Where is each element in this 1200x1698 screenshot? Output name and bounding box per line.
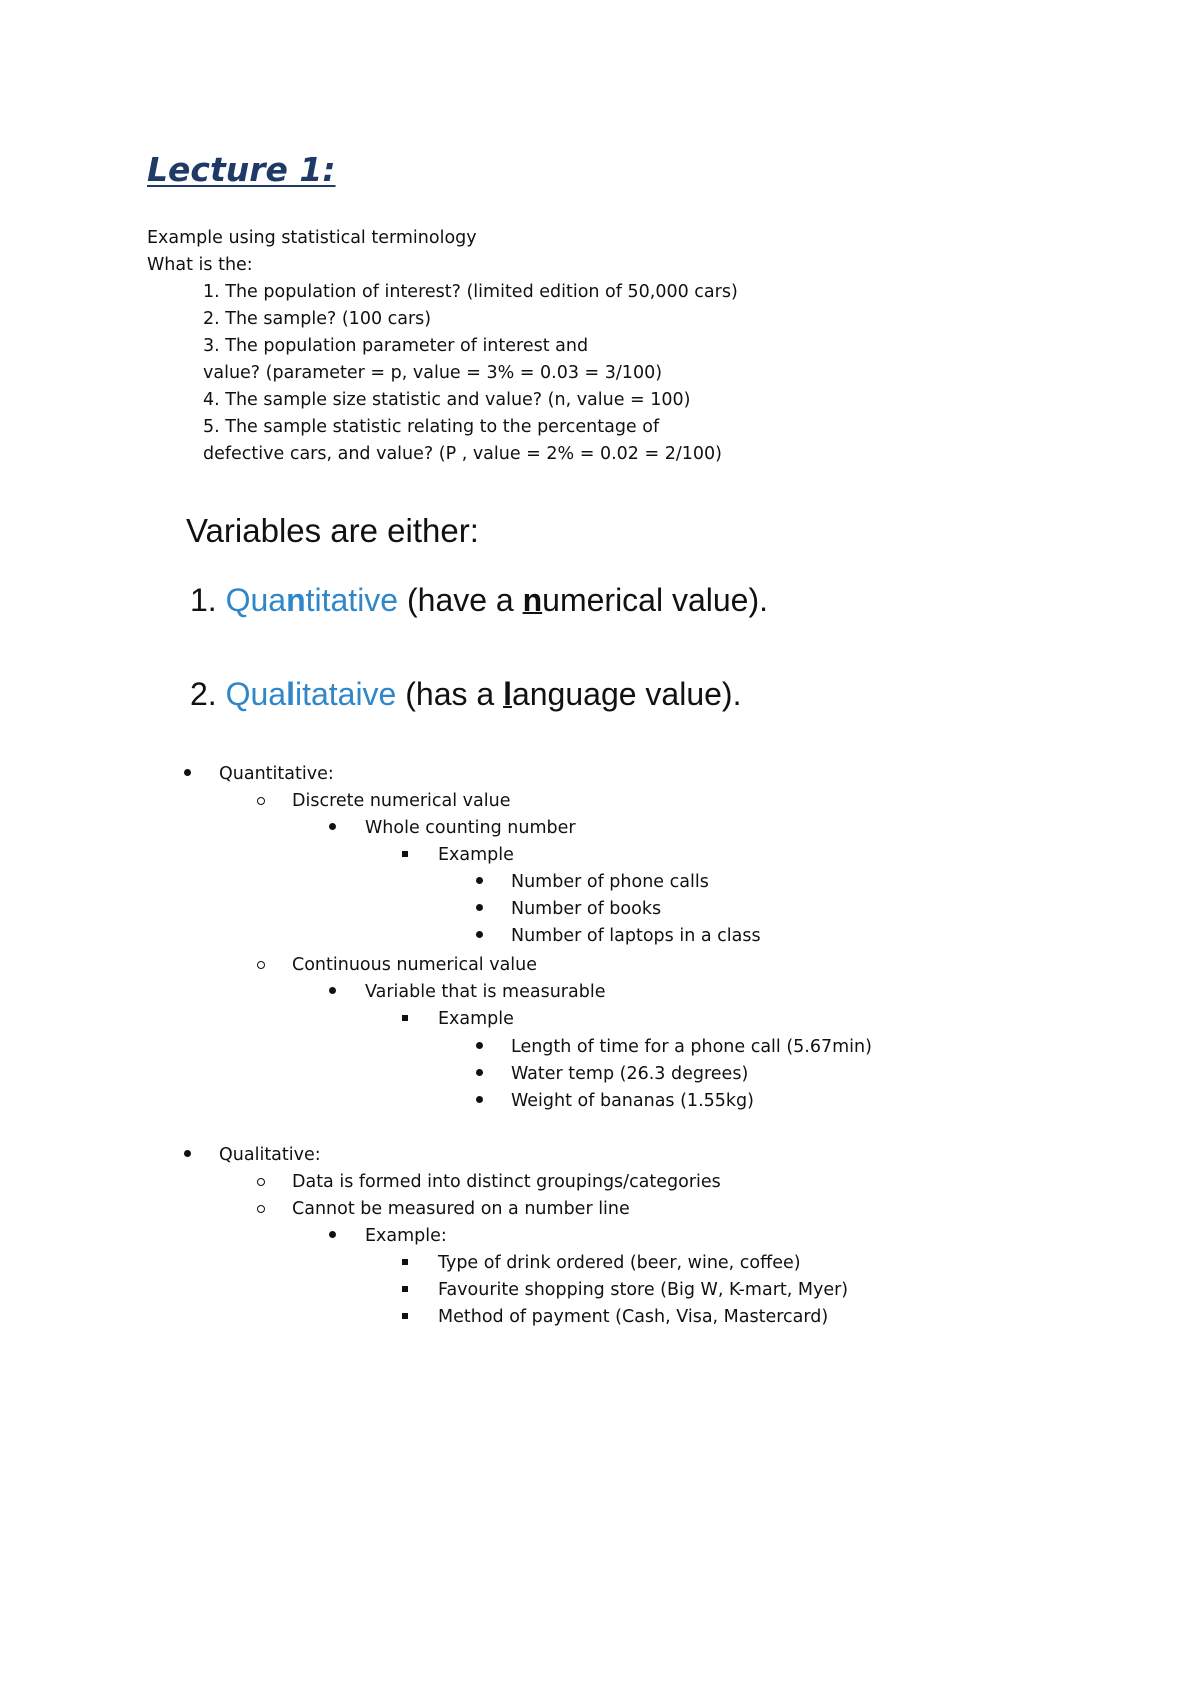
question-number: 5.	[203, 417, 220, 437]
page-title: Lecture 1:	[147, 150, 336, 189]
bullet-square-icon	[402, 1259, 408, 1265]
question-text: The sample? (100 cars)	[219, 309, 432, 329]
bullet-dot-icon	[329, 1231, 336, 1238]
variable-word: Qualitataive	[225, 676, 397, 712]
list-item-groupings: Data is formed into distinct groupings/categories	[292, 1172, 721, 1192]
list-item-number-line: Cannot be measured on a number line	[292, 1199, 630, 1219]
bullet-dot-icon	[476, 1069, 483, 1076]
variables-heading: Variables are either:	[186, 512, 479, 549]
bullet-circle-icon	[257, 797, 265, 805]
variable-word: Quantitative	[225, 582, 399, 618]
bullet-dot-icon	[476, 1096, 483, 1103]
question-number: 1.	[203, 282, 220, 302]
variable-number: 2.	[190, 676, 226, 712]
list-item-discrete: Discrete numerical value	[292, 791, 511, 811]
list-item-whole-counting: Whole counting number	[365, 818, 576, 838]
list-item-example-entry: Number of laptops in a class	[511, 926, 761, 946]
question-text: The sample size statistic and value? (n, value = 100)	[219, 390, 691, 410]
bullet-dot-icon	[184, 1150, 191, 1157]
question-1	[203, 280, 738, 304]
bullet-square-icon	[402, 1286, 408, 1292]
list-item-continuous: Continuous numerical value	[292, 955, 538, 975]
bullet-dot-icon	[476, 931, 483, 938]
bullet-circle-icon	[257, 961, 265, 969]
bullet-square-icon	[402, 1313, 408, 1319]
question-number: 4.	[203, 390, 220, 410]
bullet-circle-icon	[257, 1205, 265, 1213]
list-item-example-entry: Method of payment (Cash, Visa, Mastercard)	[438, 1307, 829, 1327]
bullet-dot-icon	[329, 823, 336, 830]
list-item-example-entry: Number of books	[511, 899, 662, 919]
bullet-dot-icon	[184, 769, 191, 776]
question-text: value? (parameter = p, value = 3% = 0.03 = 3/100)	[203, 363, 663, 383]
variable-type-qualitative	[190, 676, 741, 713]
question-text: defective cars, and value? (P , value = 2% = 0.02 = 2/100)	[203, 444, 722, 464]
intro-line-1: Example using statistical terminology	[147, 228, 477, 248]
list-item-example: Example	[438, 1009, 514, 1029]
bullet-circle-icon	[257, 1178, 265, 1186]
question-number: 2.	[203, 309, 220, 329]
variable-description: (have a numerical value).	[398, 582, 769, 618]
bullet-dot-icon	[476, 1042, 483, 1049]
question-text: The population of interest? (limited edition of 50,000 cars)	[219, 282, 738, 302]
bullet-square-icon	[402, 1015, 408, 1021]
question-4	[203, 388, 691, 412]
list-item-quantitative: Quantitative:	[219, 764, 334, 784]
list-item-measurable: Variable that is measurable	[365, 982, 606, 1002]
variable-number: 1.	[190, 582, 226, 618]
question-2	[203, 307, 431, 331]
question-text: The sample statistic relating to the percentage of	[219, 417, 660, 437]
list-item-example-entry: Number of phone calls	[511, 872, 709, 892]
list-item-qualitative: Qualitative:	[219, 1145, 321, 1165]
bullet-dot-icon	[476, 904, 483, 911]
bullet-square-icon	[402, 851, 408, 857]
list-item-example: Example	[438, 845, 514, 865]
list-item-example-entry: Type of drink ordered (beer, wine, coffee)	[438, 1253, 801, 1273]
question-number: 3.	[203, 336, 220, 356]
question-3-continued	[203, 361, 662, 385]
list-item-example-entry: Water temp (26.3 degrees)	[511, 1064, 749, 1084]
question-5-continued	[203, 442, 722, 466]
list-item-example: Example:	[365, 1226, 447, 1246]
bullet-dot-icon	[329, 987, 336, 994]
variable-type-quantitative	[190, 582, 768, 619]
list-item-example-entry: Length of time for a phone call (5.67min)	[511, 1037, 872, 1057]
question-text: The population parameter of interest and	[219, 336, 589, 356]
question-5	[203, 415, 659, 439]
list-item-example-entry: Weight of bananas (1.55kg)	[511, 1091, 754, 1111]
bullet-dot-icon	[476, 877, 483, 884]
question-3	[203, 334, 588, 358]
variable-description: (has a language value).	[396, 676, 742, 712]
intro-line-2: What is the:	[147, 255, 253, 275]
list-item-example-entry: Favourite shopping store (Big W, K-mart, Myer)	[438, 1280, 849, 1300]
